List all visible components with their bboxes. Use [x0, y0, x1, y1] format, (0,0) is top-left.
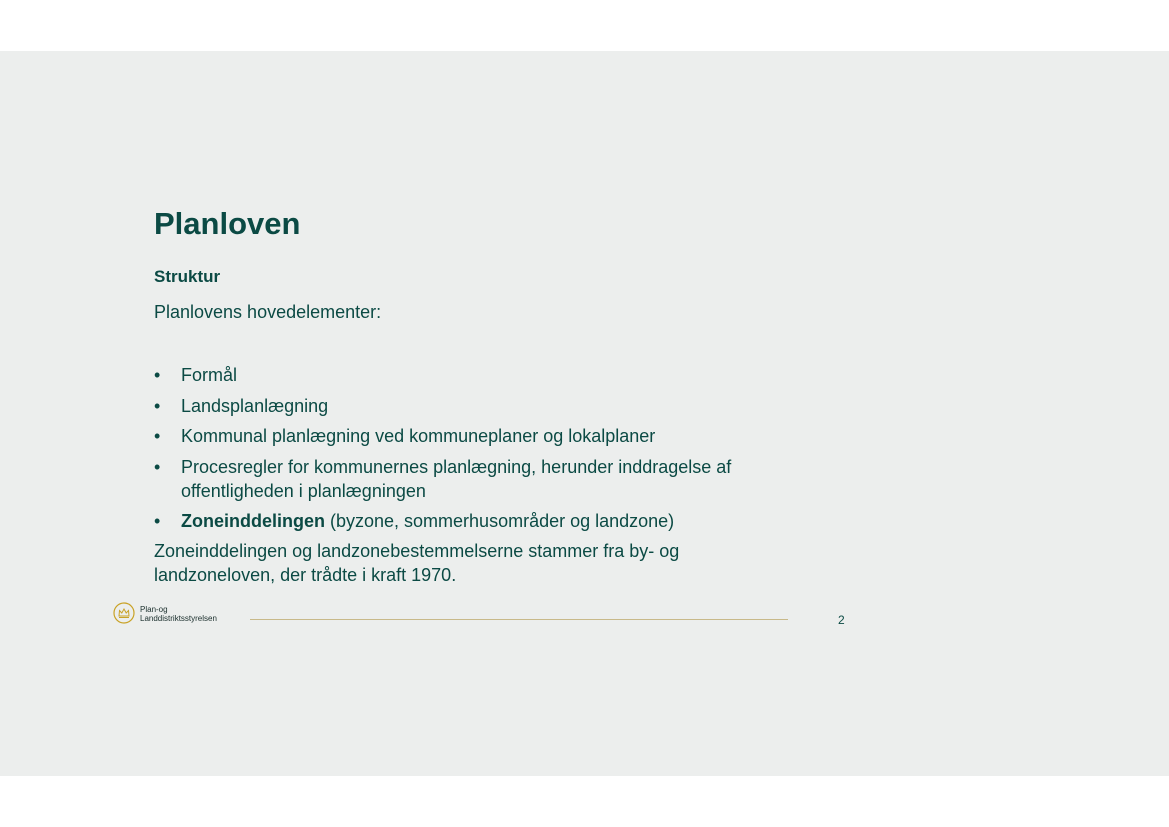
slide	[0, 51, 1169, 776]
bullet-item	[154, 363, 794, 387]
bullet-text: Procesregler for kommunernes planlægning, herunder inddragelse af offentligheden i planlægningen	[181, 456, 732, 501]
bullet-dot: •	[154, 395, 161, 416]
bullet-dot: •	[154, 426, 161, 446]
bullet-dot: •	[154, 456, 161, 477]
bullet-bold-text: Zoneinddelingen	[181, 511, 325, 531]
bullet-dot: •	[154, 365, 161, 385]
bullet-item	[154, 455, 794, 503]
bullet-text: (byzone, sommerhusområder og landzone)	[325, 511, 675, 531]
zone-note: Zoneinddelingen og landzonebestemmelserne stammer fra by- og landzoneloven, der trådte i kraft 1970.	[154, 541, 680, 585]
logo-line-1: Plan-og	[140, 605, 168, 614]
bullet-text: Landsplanlægning	[181, 395, 329, 416]
footer-divider	[250, 619, 788, 620]
bullet-text: Formål	[181, 365, 238, 385]
bullet-item	[154, 394, 794, 418]
bullet-text: Kommunal planlægning ved kommuneplaner og lokalplaner	[181, 426, 656, 446]
agency-logo	[113, 602, 253, 628]
logo-line-2: Landdistriktsstyrelsen	[140, 614, 217, 623]
bullet-dot: •	[154, 511, 161, 531]
logo-wordmark	[140, 605, 217, 623]
page-number: 2	[838, 613, 845, 627]
crown-emblem-icon	[113, 602, 135, 624]
slide-title: Planloven	[154, 206, 301, 241]
slide-subtitle: Struktur	[154, 267, 221, 286]
bullet-list	[154, 363, 794, 540]
intro-text: Planlovens hovedelementer:	[154, 302, 382, 322]
bullet-item	[154, 509, 794, 533]
bullet-item	[154, 424, 794, 448]
